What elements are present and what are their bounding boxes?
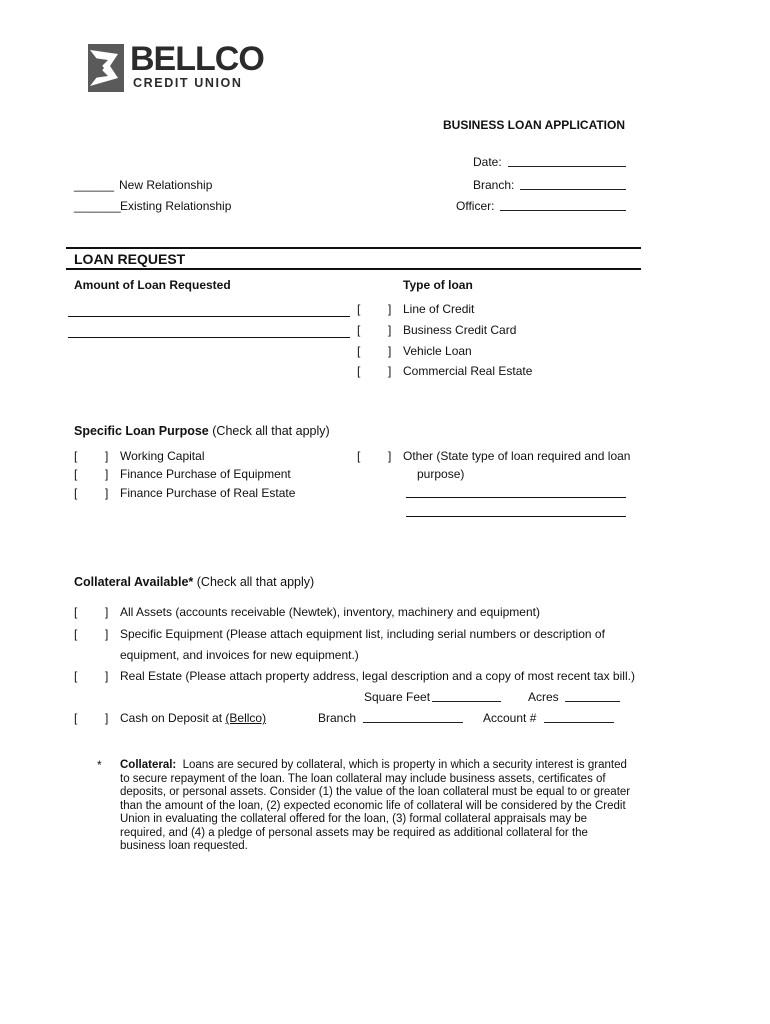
amount-line-2[interactable] (68, 337, 350, 338)
section-rule-top (66, 247, 641, 249)
section-rule-bottom (66, 268, 641, 270)
date-label: Date: (473, 155, 502, 169)
purpose-heading-bold: Specific Loan Purpose (74, 424, 209, 438)
other-purpose-line-1[interactable] (406, 497, 626, 498)
existing-relationship-blank[interactable] (74, 199, 121, 213)
checkbox-close: ] (105, 711, 109, 725)
cash-institution: (Bellco) (225, 711, 267, 725)
checkbox-close: ] (105, 486, 109, 500)
collateral-real-estate: Real Estate (Please attach property address, legal description and a copy of most recent tax bill.) (120, 669, 635, 683)
box-open: [ (357, 449, 361, 463)
loan-type-business-credit-card: Business Credit Card (403, 323, 517, 337)
purpose-other-line2: purpose) (417, 467, 465, 481)
checkbox-close: ] (388, 449, 392, 463)
box-open: [ (74, 669, 78, 683)
account-label: Account # (483, 711, 537, 725)
officer-label: Officer: (456, 199, 495, 213)
logo-subtitle: CREDIT UNION (133, 76, 243, 90)
amount-heading: Amount of Loan Requested (74, 278, 231, 292)
new-relationship-label: New Relationship (119, 178, 213, 192)
acres-field[interactable] (565, 690, 620, 702)
checkbox-close: ] (388, 323, 392, 337)
purpose-heading-note: (Check all that apply) (212, 424, 330, 438)
checkbox-line-of-credit[interactable] (357, 302, 360, 316)
officer-field[interactable] (500, 199, 626, 211)
checkbox-all-assets[interactable] (74, 605, 77, 619)
purpose-purchase-equipment: Finance Purchase of Equipment (120, 467, 291, 481)
collateral-cash-on-deposit (120, 711, 266, 725)
checkbox-business-credit-card[interactable] (357, 323, 360, 337)
box-open: [ (74, 605, 78, 619)
collateral-all-assets: All Assets (accounts receivable (Newtek), inventory, machinery and equipment) (120, 605, 540, 619)
collateral-heading-note: (Check all that apply) (196, 575, 315, 589)
checkbox-commercial-real-estate[interactable] (357, 364, 360, 378)
other-purpose-line-2[interactable] (406, 516, 626, 517)
collateral-heading (74, 575, 314, 589)
cash-branch-label: Branch (318, 711, 357, 725)
checkbox-specific-equipment[interactable] (74, 627, 77, 641)
collateral-specific-equipment-1: Specific Equipment (Please attach equipment list, including serial numbers or description of (120, 627, 605, 641)
checkbox-other-purpose[interactable] (357, 449, 360, 463)
box-open: [ (357, 344, 361, 358)
box-open: [ (74, 627, 78, 641)
box-open: [ (357, 323, 361, 337)
checkbox-close: ] (388, 364, 392, 378)
checkbox-close: ] (105, 669, 109, 683)
purpose-other-line1: Other (State type of loan required and loan (403, 449, 631, 463)
checkbox-close: ] (105, 449, 109, 463)
collateral-specific-equipment-2: equipment, and invoices for new equipment.) (120, 648, 359, 662)
purpose-heading (74, 424, 330, 438)
checkbox-close: ] (388, 302, 392, 316)
checkbox-working-capital[interactable] (74, 449, 77, 463)
checkbox-purchase-real-estate[interactable] (74, 486, 77, 500)
loan-type-commercial-real-estate: Commercial Real Estate (403, 364, 533, 378)
box-open: [ (74, 486, 78, 500)
account-field[interactable] (544, 711, 614, 723)
loan-type-vehicle-loan: Vehicle Loan (403, 344, 472, 358)
footnote-text: Loans are secured by collateral, which is property in which a security interest is granted to secure repayment of the loan. The loan collateral may include business assets, certificates of deposits, or personal assets. Consider (1) the value of the loan collateral must be equal to or greater than the amount of the loan, (2) expected economic life of collateral will be considered by the Credit Union in evaluating the collateral offered for the loan, (3) formal collateral appraisals may be required, and (4) a pledge of personal assets may be required as additional collateral for the business loan requested. (120, 759, 631, 852)
square-feet-field[interactable] (432, 690, 501, 702)
branch-field[interactable] (520, 178, 626, 190)
checkbox-close: ] (105, 605, 109, 619)
checkbox-cash-on-deposit[interactable] (74, 711, 77, 725)
purpose-working-capital: Working Capital (120, 449, 205, 463)
box-open: [ (357, 364, 361, 378)
logo-name: BELLCO (130, 40, 264, 78)
box-open: [ (74, 467, 78, 481)
square-feet-label: Square Feet (364, 690, 431, 704)
checkbox-close: ] (105, 627, 109, 641)
loan-request-heading: LOAN REQUEST (74, 251, 186, 267)
loan-type-line-of-credit: Line of Credit (403, 302, 475, 316)
checkbox-vehicle-loan[interactable] (357, 344, 360, 358)
cash-branch-field[interactable] (363, 711, 463, 723)
checkbox-close: ] (388, 344, 392, 358)
form-title: BUSINESS LOAN APPLICATION (443, 118, 626, 132)
checkbox-close: ] (105, 467, 109, 481)
branch-label: Branch: (473, 178, 515, 192)
existing-relationship-label: Existing Relationship (120, 199, 232, 213)
amount-line-1[interactable] (68, 316, 350, 317)
new-relationship-blank-text: ______ (74, 178, 115, 192)
bellco-logo-mark-icon (88, 44, 124, 92)
box-open: [ (74, 449, 78, 463)
box-open: [ (74, 711, 78, 725)
box-open: [ (357, 302, 361, 316)
checkbox-real-estate[interactable] (74, 669, 77, 683)
purpose-purchase-real-estate: Finance Purchase of Real Estate (120, 486, 296, 500)
footnote-label: Collateral: (120, 759, 177, 771)
collateral-footnote (120, 759, 635, 854)
checkbox-purchase-equipment[interactable] (74, 467, 77, 481)
bellco-logo (88, 42, 268, 94)
existing-relationship-blank-text: _______ (74, 199, 121, 213)
cash-prefix: Cash on Deposit at (120, 711, 226, 725)
footnote-asterisk: * (97, 758, 102, 772)
acres-label: Acres (528, 690, 559, 704)
type-heading: Type of loan (403, 278, 473, 292)
new-relationship-blank[interactable] (74, 178, 114, 192)
date-field[interactable] (508, 155, 626, 167)
collateral-heading-bold: Collateral Available* (74, 575, 194, 589)
